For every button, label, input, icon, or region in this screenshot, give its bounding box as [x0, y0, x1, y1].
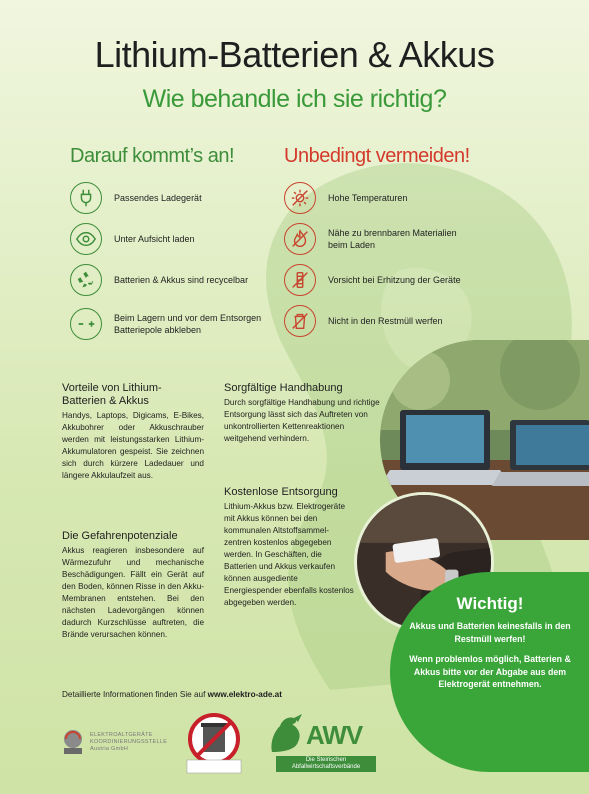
- section-entsorgung: [224, 486, 356, 609]
- eye-icon: [70, 223, 102, 255]
- section-text: Handys, Laptops, Digicams, E-Bikes, Akkubohrer oder Akkuschrauber werden mit leistungsstarken Lithium-Akkumulatoren gespeist. Sie zeichnen sich durch kürzere Ladedauer und längere Akkulaufzeit aus.: [62, 411, 204, 480]
- dont-item-label: Nicht in den Restmüll werfen: [328, 316, 443, 326]
- dont-item-label: Vorsicht bei Erhitzung der Geräte: [328, 275, 461, 285]
- awv-logo: [268, 712, 378, 774]
- dont-item-label: Hohe Temperaturen: [328, 193, 408, 203]
- do-item-poles: [70, 308, 264, 340]
- charger-plug-icon: [70, 182, 102, 214]
- section-text: Akkus reagieren insbesondere auf Wärmezufuhr und mechanische Beschädigungen. Fällt ein Gerät auf den Boden, können Risse in den Akku-Membranen entstehen. Bei den nächsten Ladevorgängen können dadurch Kurzschlüsse auftreten, die Brände verursachen können.: [62, 546, 204, 639]
- do-item-supervision: [70, 223, 195, 255]
- section-gefahren: [62, 530, 204, 641]
- donts-heading: Unbedingt vermeiden!: [284, 145, 470, 167]
- dont-item-label: Nähe zu brennbaren Materialien beim Laden: [328, 228, 457, 250]
- dont-item-trash: [284, 305, 443, 337]
- section-text: Lithium-Akkus bzw. Elektrogeräte mit Akkus können bei den kommunalen Altstoffsammel-zentren kostenlos abgegeben werden. In Geschäften, die Batterien und Akkus verkaufen können ausgediente Energiespender ebenfalls kostenlos abgegeben werden.: [224, 502, 354, 607]
- page-title: Lithium-Batterien & Akkus: [94, 34, 495, 75]
- section-heading: Kostenlose Entsorgung: [224, 486, 338, 498]
- panther-emblem-icon: [268, 712, 308, 756]
- footer-info-text: Detaillierte Informationen finden Sie auf: [62, 690, 208, 699]
- footer-info: [62, 690, 282, 699]
- important-title: Wichtig!: [456, 594, 524, 613]
- eak-line-2: KOORDINIERUNGSSTELLE: [90, 738, 168, 745]
- eak-logo: [60, 722, 180, 762]
- no-fire-icon: [284, 223, 316, 255]
- do-item-charger: [70, 182, 202, 214]
- no-restmuell-sign-logo: [185, 712, 243, 774]
- recycle-icon: [70, 264, 102, 296]
- dont-item-heat: [284, 182, 407, 214]
- do-item-label: Passendes Ladegerät: [114, 193, 202, 203]
- dos-heading: Darauf kommt’s an!: [70, 145, 235, 167]
- section-vorteile: [62, 382, 204, 482]
- dont-item-device-heat: [284, 264, 461, 296]
- no-heat-icon: [284, 264, 316, 296]
- page-subtitle: Wie behandle ich sie richtig?: [142, 85, 447, 113]
- footer-link[interactable]: www.elektro-ade.at: [207, 690, 282, 699]
- awv-band: [276, 756, 376, 772]
- important-text-1: Akkus und Batterien keinesfalls in den Restmüll werfen!: [409, 621, 571, 644]
- awv-letters: AWV: [306, 720, 363, 750]
- no-trash-icon: [284, 305, 316, 337]
- no-sun-icon: [284, 182, 316, 214]
- eak-line-3: Austria GmbH: [90, 745, 129, 752]
- section-heading: Die Gefahrenpotenziale: [62, 530, 178, 542]
- section-heading: Vorteile von Lithium-Batterien & Akkus: [62, 382, 162, 407]
- section-heading: Sorgfältige Handhabung: [224, 382, 343, 394]
- important-notice: [390, 572, 589, 772]
- do-item-label: Beim Lagern und vor dem Entsorgen Batteriepole abkleben: [114, 313, 262, 335]
- eak-emblem-icon: [60, 728, 86, 756]
- section-text: Durch sorgfältige Handhabung und richtige Entsorgung lässt sich das Auftreten von unkontrollierten Kettenreaktionen weitgehend verhindern.: [224, 398, 380, 443]
- dont-item-flammable: [284, 223, 468, 255]
- battery-poles-icon: [70, 308, 102, 340]
- awv-line-1: Die Steirischen: [305, 757, 347, 763]
- eak-line-1: ELEKTROALTGERÄTE: [90, 731, 153, 738]
- do-item-label: Unter Aufsicht laden: [114, 234, 195, 244]
- awv-line-2: Abfallwirtschaftsverbände: [291, 764, 361, 770]
- section-handhabung: [224, 382, 382, 445]
- important-text-2: Wenn problemlos möglich, Batterien & Akkus bitte vor der Abgabe aus dem Elektrogerät entnehmen.: [409, 654, 571, 689]
- do-item-recycle: [70, 264, 248, 296]
- do-item-label: Batterien & Akkus sind recycelbar: [114, 275, 249, 285]
